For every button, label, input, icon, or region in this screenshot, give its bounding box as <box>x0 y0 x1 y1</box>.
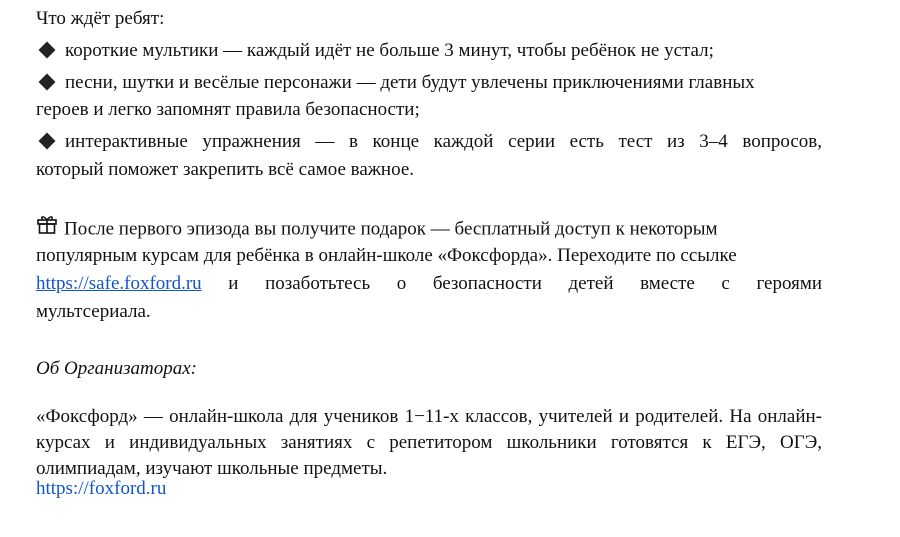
gift-paragraph-line <box>36 271 822 297</box>
organizers-line: олимпиадам, изучают школьные предметы. <box>36 458 388 479</box>
organizers-line <box>36 476 166 502</box>
diamond-bullet-icon <box>39 132 56 149</box>
diamond-bullet-icon <box>39 41 56 58</box>
bullet-text-continuation: который поможет закрепить всё самое важное. <box>36 159 415 180</box>
gift-paragraph-line: мультсериала. <box>36 301 151 322</box>
foxford-link[interactable]: https://foxford.ru <box>36 478 167 499</box>
safe-foxford-link[interactable]: https://safe.foxford.ru <box>36 273 202 294</box>
bullet-text: интерактивные упражнения — в конце каждой серии есть тест из 3–4 вопросов, <box>65 131 822 152</box>
gift-paragraph-line <box>36 215 718 241</box>
gift-paragraph-line: популярным курсам для ребёнка в онлайн-школе «Фоксфорда». Переходите по ссылке <box>36 245 737 266</box>
bullet-text: песни, шутки и весёлые персонажи — дети будут увлечены приключениями главных <box>65 72 755 93</box>
organizers-heading: Об Организаторах: <box>36 358 197 379</box>
bullet-item <box>36 38 714 64</box>
organizers-line: курсах и индивидуальных занятиях с репетитором школьники готовятся к ЕГЭ, ОГЭ, <box>36 432 822 453</box>
organizers-line: «Фоксфорд» — онлайн-школа для учеников 1−11-х классов, учителей и родителей. На онлайн- <box>36 406 822 427</box>
bullet-item <box>36 70 755 96</box>
section-heading: Что ждёт ребят: <box>36 8 165 29</box>
gift-paragraph-text: и позаботьтесь о безопасности детей вместе с героями <box>228 273 823 294</box>
diamond-bullet-icon <box>39 73 56 90</box>
bullet-text-continuation: героев и легко запомнят правила безопасности; <box>36 99 420 120</box>
bullet-text: короткие мультики — каждый идёт не больше 3 минут, чтобы ребёнок не устал; <box>65 40 714 61</box>
gift-icon <box>36 213 58 243</box>
bullet-item <box>36 129 822 155</box>
gift-paragraph-text: После первого эпизода вы получите подарок — бесплатный доступ к некоторым <box>64 218 718 240</box>
